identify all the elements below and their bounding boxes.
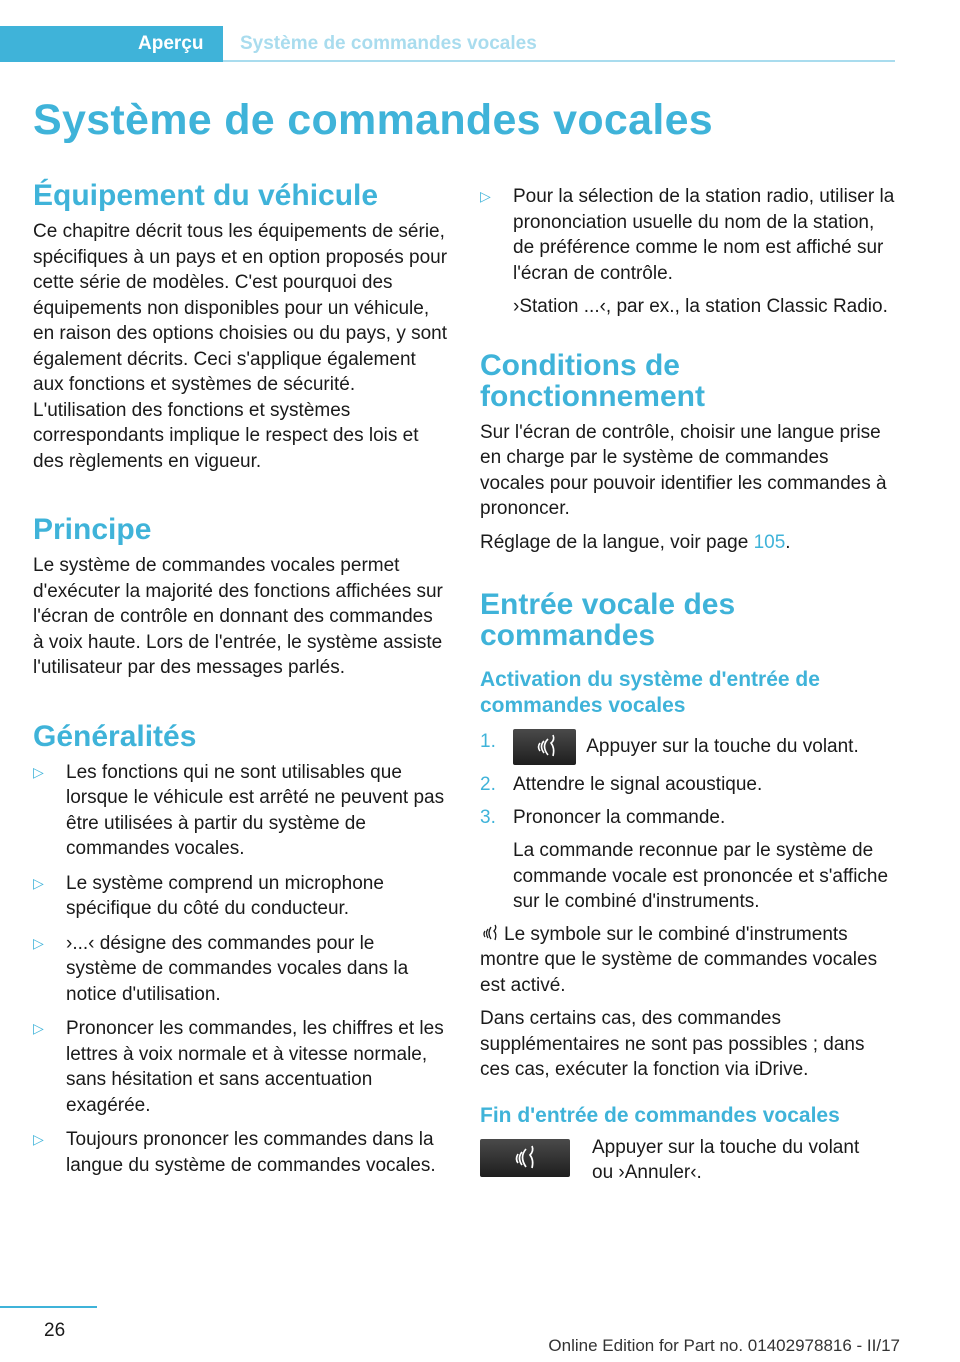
voice-symbol-icon [480, 924, 500, 942]
list-item [33, 1016, 448, 1118]
principe-text: Le système de commandes vocales permet d'exécuter la majorité des fonctions affichées sur l'écran de contrôle en donnant des commandes à voix haute. Lors de l'entrée, le système assiste l'utilisateur par des messages parlés. [33, 555, 443, 678]
triangle-bullet-icon: ▷ [33, 1020, 44, 1036]
step-text: Prononcer la commande. [513, 806, 726, 828]
idrive-note: Dans certains cas, des commandes supplémentaires ne sont pas possibles ; dans ces cas, exécuter la fonction via iDrive. [480, 1008, 865, 1080]
right-column [480, 184, 896, 1194]
step-text: Attendre le signal acoustique. [513, 774, 763, 795]
header-tab: Aperçu [0, 26, 223, 62]
principe-section [33, 514, 448, 681]
symbol-note-text: Le symbole sur le combiné d'instruments montre que le système de commandes vocales est activé. [480, 923, 878, 996]
step-number: 2. [480, 774, 496, 795]
step-number: 3. [480, 806, 496, 828]
list-item-text: Pour la sélection de la station radio, utiliser la prononciation usuelle du nom de la station, de préférence comme le nom est affiché sur l'écran de contrôle. [513, 186, 895, 284]
list-item [480, 184, 896, 320]
page-reference-link[interactable]: 105 [753, 531, 786, 553]
list-item [33, 760, 448, 862]
fin-heading: Fin d'entrée de commandes vocales [480, 1103, 840, 1127]
activation-steps [480, 729, 896, 915]
principe-heading: Principe [33, 513, 152, 546]
step-text: Appuyer sur la touche du volant. [586, 736, 859, 758]
conditions-reference [480, 530, 896, 556]
step-subtext: La commande reconnue par le système de commande vocale est prononcée et s'affiche sur le combiné d'instruments. [513, 840, 889, 912]
page-number: 26 [44, 1320, 66, 1341]
edition-text: Online Edition for Part no. 01402978816 - II/17 [548, 1336, 900, 1355]
footer-rule [0, 1306, 97, 1308]
list-item [33, 871, 448, 922]
conditions-section [480, 350, 896, 556]
conditions-heading: Conditions de fonctionnement [480, 348, 705, 413]
reference-end: . [785, 531, 791, 553]
list-item [33, 931, 448, 1008]
step-number: 1. [480, 731, 496, 752]
triangle-bullet-icon: ▷ [33, 1131, 44, 1147]
list-item-text: ›...‹ désigne des commandes pour le système de commandes vocales dans la notice d'utilisation. [66, 932, 409, 1005]
step-item [480, 805, 896, 915]
equipement-text: Ce chapitre décrit tous les équipements de série, spécifiques à un pays et en option proposés pour cette série de modèles. C'est pourquoi des équipements non disponibles pour un véhicule, en raison des options choisies ou du pays, y sont également décrits. Ceci s'applique également aux fonctions et systèmes de sécurité. L'utilisation des fonctions et systèmes correspondants implique le respect des lois et des règlements en vigueur. [33, 221, 448, 472]
list-item [33, 1127, 448, 1178]
header-section-title: Système de commandes vocales [240, 33, 537, 54]
voice-button-icon [480, 1139, 570, 1177]
step-item [480, 729, 896, 765]
list-item-text: Toujours prononcer les commandes dans la langue du système de commandes vocales. [66, 1129, 436, 1176]
fin-section [480, 1103, 896, 1194]
generalites-section [33, 721, 448, 1179]
generalites-list [33, 760, 448, 1179]
entree-section [480, 589, 896, 1083]
list-item-text: Prononcer les commandes, les chiffres et les lettres à voix normale et à vitesse normale, sans hésitation et sans accentuation exagérée. [66, 1018, 444, 1116]
header-rule [223, 60, 895, 62]
voice-button-icon [513, 729, 576, 765]
entree-heading: Entrée vocale des commandes [480, 588, 736, 652]
generalites-heading: Généralités [33, 719, 197, 753]
radio-list [480, 184, 896, 320]
left-column [33, 180, 448, 1187]
list-item-text: Le système comprend un microphone spécifique du côté du conducteur. [66, 872, 384, 919]
fin-row [480, 1136, 896, 1194]
triangle-bullet-icon: ▷ [480, 188, 491, 204]
fin-text: Appuyer sur la touche du volant ou ›Annuler‹. [592, 1136, 860, 1183]
list-item-example: ›Station ...‹, par ex., la station Classic Radio. [513, 296, 888, 317]
step-item [480, 772, 896, 798]
symbol-note [480, 922, 896, 999]
page-title: Système de commandes vocales [33, 96, 714, 144]
activation-heading: Activation du système d'entrée de commandes vocales [480, 668, 820, 717]
reference-text: Réglage de la langue, voir page [480, 531, 754, 553]
equipement-heading: Équipement du véhicule [33, 179, 379, 212]
list-item-text: Les fonctions qui ne sont utilisables que lorsque le véhicule est arrêté ne peuvent pas être utilisées à partir du système de commandes vocales. [66, 761, 445, 859]
conditions-text: Sur l'écran de contrôle, choisir une langue prise en charge par le système de commandes vocales pour pouvoir identifier les commandes à prononcer. [480, 421, 887, 519]
triangle-bullet-icon: ▷ [33, 763, 44, 780]
triangle-bullet-icon: ▷ [33, 934, 44, 951]
triangle-bullet-icon: ▷ [33, 874, 44, 891]
